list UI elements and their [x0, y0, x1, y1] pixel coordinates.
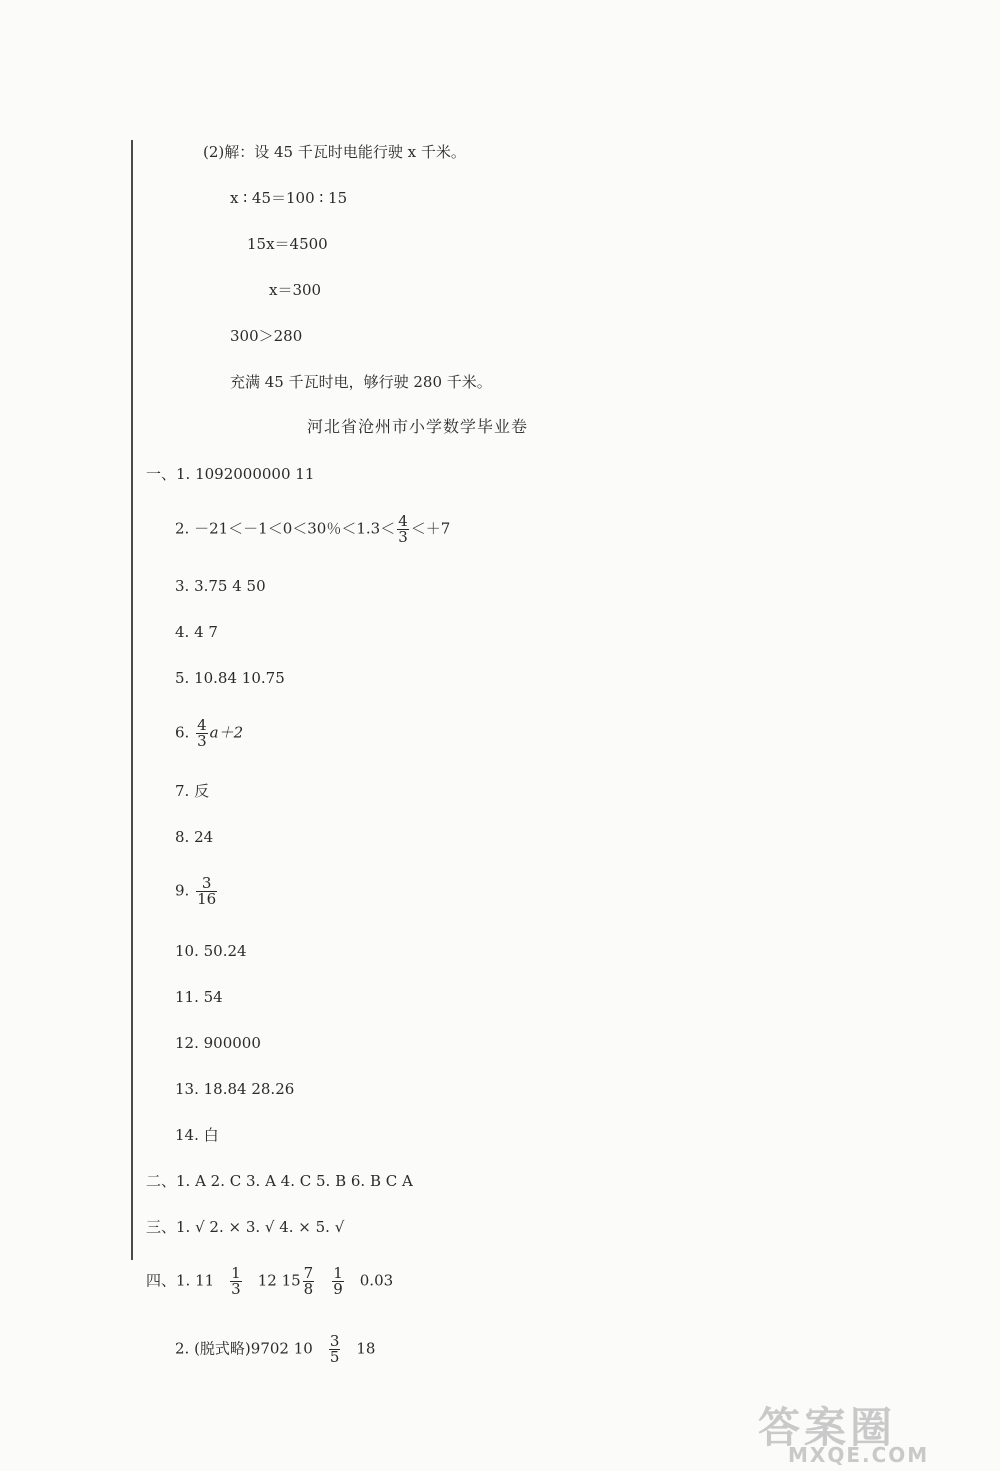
watermark: [738, 1395, 988, 1470]
part1-q5: 5. 10.84 10.75: [175, 669, 285, 687]
left-margin-rule: [131, 140, 133, 1260]
fraction: $\frac{4}{3}$: [398, 512, 408, 546]
fraction: $\frac{7}{8}$: [303, 1264, 314, 1298]
fraction: $\frac{4}{3}$: [197, 716, 207, 750]
conclusion: 充满 45 千瓦时电，够行驶 280 千米。: [230, 373, 492, 391]
part1-q2: 2. －21＜－1＜0＜30％＜1.3＜ $\frac{4}{3}$ ＜＋7: [175, 512, 451, 546]
fraction: $\frac{3}{16}$: [197, 874, 217, 908]
comparison: 300＞280: [230, 327, 303, 345]
equation-1: x ∶ 45＝100 ∶ 15: [230, 189, 348, 207]
part1-q3: 3. 3.75 4 50: [175, 577, 266, 595]
part4-q2: 2. (脱式略)9702 10 $\frac{3}{5}$ 18: [175, 1332, 376, 1366]
part4-q1: 四、1. 11 $\frac{1}{3}$ 12 15 $\frac{7}{8}$ $\frac{1}{9}$ 0.03: [146, 1264, 394, 1298]
part1-q7: 7. 反: [175, 782, 210, 800]
part1-q14: 14. 白: [175, 1126, 219, 1144]
fraction: $\frac{1}{9}$: [333, 1264, 343, 1298]
part1-q9: 9. $\frac{3}{16}$: [175, 874, 217, 908]
watermark-logo-text: 答案圈: [758, 1403, 897, 1452]
part3-answers: 三、1. √ 2. × 3. √ 4. × 5. √: [146, 1218, 345, 1236]
part1-q4: 4. 4 7: [175, 623, 218, 641]
watermark-site: MXQE.COM: [788, 1443, 930, 1467]
part1-q1: 一、1. 1092000000 11: [146, 465, 315, 483]
section-title: 河北省沧州市小学数学毕业卷: [307, 417, 529, 436]
part2-answers: 二、1. A 2. C 3. A 4. C 5. B 6. B C A: [146, 1172, 413, 1190]
part1-q10: 10. 50.24: [175, 942, 247, 960]
part1-q13: 13. 18.84 28.26: [175, 1080, 295, 1098]
solution-heading: (2)解：设 45 千瓦时电能行驶 x 千米。: [203, 143, 466, 161]
equation-2: 15x＝4500: [247, 235, 328, 253]
equation-3: x＝300: [269, 281, 322, 299]
fraction: $\frac{3}{5}$: [329, 1332, 340, 1366]
part1-q6: 6. $\frac{4}{3}$ a＋2: [175, 716, 244, 750]
part1-q11: 11. 54: [175, 988, 223, 1006]
part1-q12: 12. 900000: [175, 1034, 261, 1052]
fraction: $\frac{1}{3}$: [231, 1264, 241, 1298]
part1-q8: 8. 24: [175, 828, 214, 846]
